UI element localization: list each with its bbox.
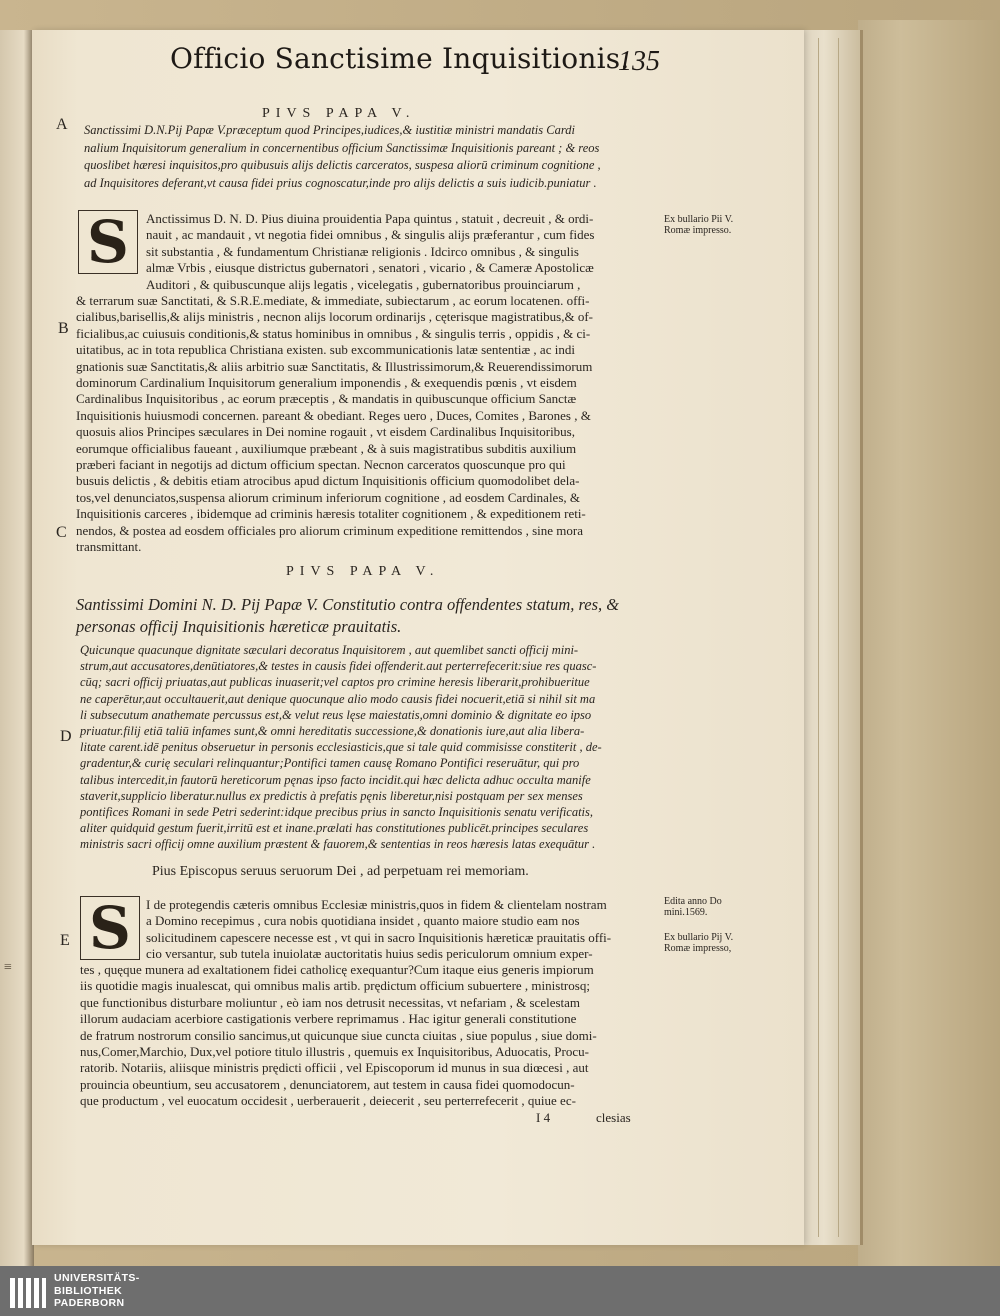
body-line: eorumque officialibus faueant , auxiliumque præbeant , & à suis magistratibus subditis auxilium [76, 440, 577, 456]
summary-line: li subsecutum anathemate percussus est,& velut reus lęse maiestatis,omni dominio & dignitate eo ipso [80, 707, 592, 722]
body-line: gnationis suæ Sanctitatis,& aliis arbitrio suæ Sanctitatis, & Illustrissimorum,& Reuerendissimorum [76, 358, 593, 374]
running-title: Officio Sanctisime Inquisitionis. [170, 42, 630, 75]
body-line: Cardinalibus Inquisitoribus , ac eorum præceptis , & mandatis in quibuscunque officium Sanctæ [76, 391, 577, 407]
summary-line: aliter quidquid gestum fuerit,irritū est et inane.prælati has constitutiones publicēt.principes seculares [80, 821, 589, 836]
body-line: nendos, & postea ad eosdem officiales pro aliorum criminum expeditione remittendos , sine mora [76, 522, 583, 538]
page-number: 135 [618, 46, 660, 77]
library-name-line: BIBLIOTHEK [54, 1284, 123, 1297]
body-line: Inquisitionis huiusmodi concernen. pareant & obediant. Reges uero , Duces, Comites , Barones , & [76, 407, 591, 423]
body-line: ratorib. Notariis, aliisque ministris prędicti officii , vel Episcoporum id munus in sua diœcesi , aut [80, 1060, 589, 1076]
summary-line: strum,aut accusatores,denūtiatores,& testes in causis fidei offenderit.aut perterrefecerit:siue res quasc- [80, 659, 597, 674]
summary-line: litate carent.idē penitus obseruetur in personis ecclesiasticis,que si tale quid commisisse constiterit , de- [80, 740, 602, 755]
body-line: Anctissimus D. N. D. Pius diuina prouidentia Papa quintus , statuit , decreuit , & ordi- [146, 211, 594, 226]
body-line: almæ Vrbis , eiusque districtus gubernatori , senatori , vicario , & Cameræ Apostolicæ [146, 260, 594, 276]
body-line: que productum , vel euocatum occidesit , uerberauerit , deiecerit , seu perterrefecerit , quiue ec- [80, 1093, 576, 1109]
initial-letter: S [89, 894, 131, 962]
body-line: dominorum Cardinalium Inquisitorum generalium imponendis , & exequendis pœnis , vt eisdem [76, 375, 577, 391]
body-line: prouincia obeuntium, seu accusatorem , denunciatorem, aut testem in causa fidei quomodocun- [80, 1076, 575, 1092]
body-line: præberi faciant in negotijs ad dictum officium spectan. Necnon carceratos quoscunque pro qui [76, 457, 566, 473]
summary-line: quoslibet hæresi inquisitos,pro quibusuis alijs delictis carceratos, suspesa aliorū criminum cognitione , [84, 158, 601, 173]
section1-heading: PIVS PAPA V. [262, 106, 416, 121]
body-line: & terrarum suæ Sanctitati, & S.R.E.mediate, & immediate, subiectarum , ac eorum locatenen. offi- [76, 293, 590, 308]
section2-body [80, 962, 660, 1110]
summary-line: gradentur,& curię seculari relinquantur;Pontifici tamen causę Romano Pontifici reseruātur, qui pro [80, 756, 580, 771]
body-line: iis quotidie magis inualescat, qui omnibus malis artib. prędictum officium subuertere , ministrosq; [80, 978, 590, 994]
summary-line: Sanctissimi D.N.Pij Papæ V.præceptum quod Principes,iudices,& iustitiæ ministri mandatis Cardi [84, 123, 575, 137]
margin-letter-c: C [56, 524, 67, 541]
margin-letter-d: D [60, 728, 72, 745]
title-line: Santissimi Domini N. D. Pij Papæ V. Constitutio contra offendentes statum, res, & [76, 595, 620, 614]
body-line: sit substantia , & fundamentum Christianæ religionis . Idcirco omnibus , & singulis [146, 243, 579, 259]
decorated-initial-s-2 [80, 896, 140, 960]
library-footer [0, 1266, 1000, 1316]
section1-body-indented [146, 211, 652, 293]
summary-line: cūq; sacri officij priuatas,aut publicas inuaserit;vel captos pro crimine heresis liberarit,prohibueritue [80, 675, 590, 690]
body-line: quosuis alios Principes sæculares in Dei nomine rogauit , vt eisdem Cardinalibus Inquisitoribus, [76, 424, 575, 440]
body-line: uitatibus, ac in tota republica Christiana existen. sub excommunicationis latæ sententiæ , ac indi [76, 342, 575, 358]
library-name [54, 1272, 140, 1310]
body-line: solicitudinem capescere necesse est , vt qui in sacro Inquisitionis hæreticæ prauitatis offi- [146, 929, 612, 945]
library-logo-icon [8, 1272, 48, 1312]
margin-letter-e: E [60, 932, 70, 949]
salutation-text: Pius Episcopus seruus seruorum Dei , ad perpetuam rei memoriam. [152, 864, 529, 879]
margin-note-source-2: Ex bullario Pij V. Romæ impresso, [664, 932, 734, 954]
section2-body-indented [146, 897, 652, 963]
body-line: tes , quęque munera ad exaltationem fidei catholicę exequantur?Cum itaque eius generis impiorum [80, 962, 594, 977]
body-line: nus,Comer,Marchio, Dux,vel potiore titulo illustris , quemuis ex Inquisitoribus, Aduocatis, Procu- [80, 1044, 589, 1060]
salutation [152, 864, 529, 880]
summary-line: talibus intercedit,in fautorū hereticorum pęnas ipso facto incidit.qui hæc delicta adhuc occulta manife [80, 772, 591, 787]
page-stack-edge [800, 30, 863, 1245]
body-line: illorum audaciam acerbiore castigationis verbere reprimamus . Hac igitur generali constitutione [80, 1011, 577, 1027]
facing-page-edge [0, 30, 34, 1266]
signature-mark: I 4 [536, 1110, 551, 1125]
section1-summary [84, 122, 664, 192]
summary-line: pontifices Romani in sede Petri sederint:idque precibus prius in sancto Inquisitionis senatu verificatis, [80, 805, 594, 820]
body-line: I de protegendis cæteris omnibus Ecclesiæ ministris,quos in fidem & clientelam nostram [146, 897, 607, 912]
body-line: nauit , ac mandauit , vt negotia fidei omnibus , & singulis alijs præferantur , cum fides [146, 227, 595, 243]
library-name-line: PADERBORN [54, 1297, 125, 1309]
summary-line: ministris sacri officij omne auxilium præstent & fauorem,& sententias in reos hæresis latas exequātur . [80, 837, 596, 852]
initial-letter: S [87, 208, 129, 276]
body-line: cialibus,barisellis,& alijs ministris , necnon alijs locorum ordinarijs , cęterisque magistratibus,& of- [76, 309, 594, 325]
body-line: tos,vel denunciatos,suspensa aliorum criminum inferiorum cognitione , ad eosdem Cardinales, & [76, 489, 580, 505]
margin-note-date: Edita anno Do mini.1569. [664, 896, 722, 918]
section1-body [76, 293, 656, 556]
summary-line: ad Inquisitores deferant,vt causa fidei prius cognoscatur,inde pro alijs delictis a suis iudicib.puniatur . [84, 175, 597, 190]
section2-title [76, 594, 666, 638]
section2-summary [80, 642, 660, 853]
margin-note-source-1: Ex bullario Pii V. Romæ impresso. [664, 214, 734, 236]
body-line: de fratrum nostrorum consilio sancimus,ut quicunque siue cuncta ciuitas , siue populus , siue domi- [80, 1027, 597, 1043]
summary-line: priuatur.filij etiā taliū infames sunt,& omni hereditatis successione,& donationis iure,aut alia libera- [80, 724, 585, 739]
body-line: cio versantur, sub tutela inuiolatæ auctoritatis huius sedis periculorum omnium exper- [146, 946, 593, 962]
catchword: clesias [596, 1110, 631, 1125]
summary-line: Quicunque quacunque dignitate sæculari decoratus Inquisitorem , aut quemlibet sancti officij mini- [80, 643, 579, 657]
summary-line: nalium Inquisitorum generalium in concernentibus officium Sanctissimæ Inquisitionis pareant ; & reos [84, 140, 600, 155]
library-name-line: UNIVERSITÄTS- [54, 1272, 140, 1284]
title-line: personas officij Inquisitionis hæreticæ prauitatis. [76, 617, 402, 636]
body-line: Inquisitionis carceres , ibidemque ad criminis hæresis totaliter cognitionem , & expeditionem reti- [76, 506, 586, 522]
body-line: busuis delictis , & debitis etiam atrocibus apud dictum Inquisitionis officium quomodolibet dela- [76, 473, 580, 489]
facing-page-mark: ≡ [4, 960, 12, 975]
body-line: transmittant. [76, 539, 142, 555]
margin-letter-a: A [56, 116, 68, 133]
section2-heading: PIVS PAPA V. [286, 564, 440, 579]
margin-letter-b: B [58, 320, 69, 337]
decorated-initial-s [78, 210, 138, 274]
body-line: a Domino recepimus , cura nobis quotidiana insidet , quanto maiore studio eam nos [146, 913, 580, 929]
body-line: ficialibus,ac cuiusuis conditionis,& status hominibus in omnibus , & singulis terris , oppidis , & ci- [76, 325, 591, 341]
summary-line: staverit,supplicio liberatur.nullus ex predictis à prefatis pęnis liberetur,nisi postquam per sex menses [80, 788, 583, 803]
body-line: Auditori , & quibuscunque alijs legatis , vicelegatis , gubernatoribus prouinciarum , [146, 276, 581, 292]
book-cover-edge [858, 20, 1000, 1266]
summary-line: ne caperētur,aut occultauerit,aut denique quocunque alio modo causis fidei nocuerit,etiā si nihil sit ma [80, 691, 596, 706]
body-line: que functionibus disturbare moliuntur , eò iam nos detrusit necessitas, vt nefariam , & scelestam [80, 994, 581, 1010]
